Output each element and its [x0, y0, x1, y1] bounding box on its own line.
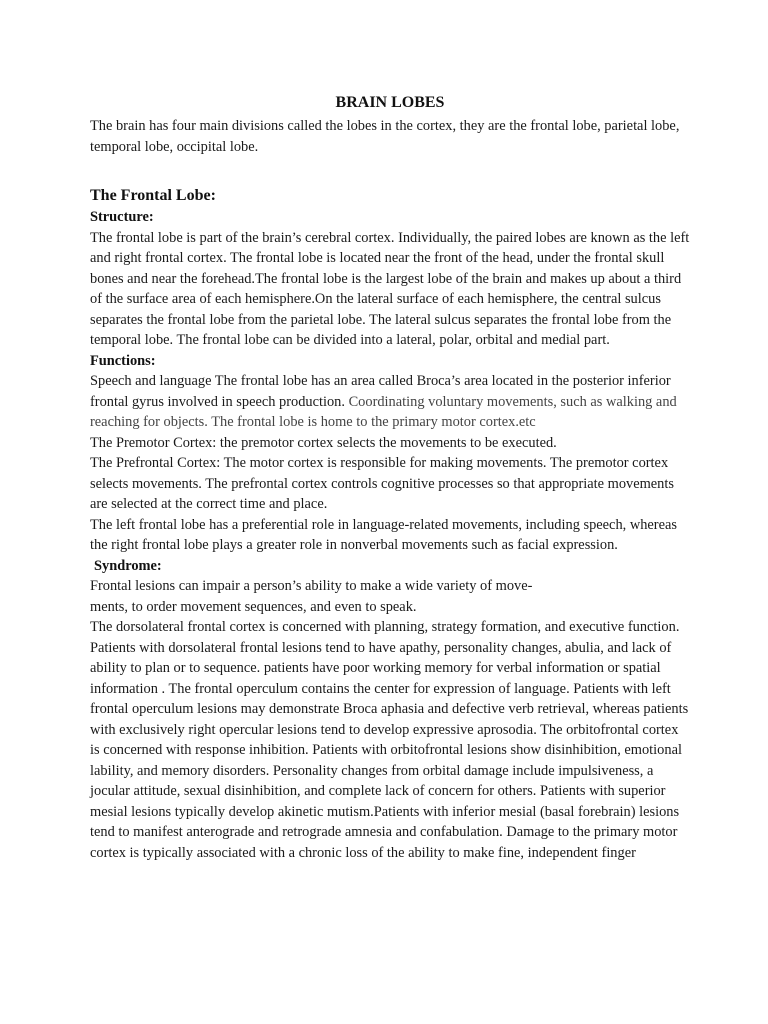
intro-paragraph: The brain has four main divisions called the lobes in the cortex, they are the frontal lobe, parietal lobe, temporal lobe, occipital lobe. [90, 118, 680, 155]
speech-text: Speech and language The frontal lobe has an area called Broca’s area located in the posterior inferior frontal gyrus involved in speech production. [90, 373, 671, 410]
functions-heading: Functions: [90, 352, 156, 369]
lateralization-paragraph: The left frontal lobe has a preferential role in language-related movements, including speech, whereas the right frontal lobe plays a greater role in nonverbal movements such as facial expression. [90, 516, 677, 553]
structure-paragraph: The frontal lobe is part of the brain’s cerebral cortex. Individually, the paired lobes are known as the left and right frontal cortex. The frontal lobe is located near the front of the head, under the frontal skull bones and near the forehead.The frontal lobe is the largest lobe of the brain and makes up about a third of the surface area of each hemisphere.On the lateral surface of each hemisphere, the central sulcus separates the frontal lobe from the parietal lobe. The lateral sulcus separates the frontal lobe from the temporal lobe. The frontal lobe can be divided into a lateral, polar, orbital and medial part. [90, 229, 690, 348]
premotor-paragraph: The Premotor Cortex: the premotor cortex selects the movements to be executed. [90, 434, 557, 451]
document-page [90, 92, 690, 863]
syndrome-line-2: ments, to order movement sequences, and even to speak. [90, 598, 417, 615]
syndrome-intro [90, 576, 690, 617]
structure-heading: Structure: [90, 209, 154, 225]
syndrome-body-paragraph: The dorsolateral frontal cortex is concerned with planning, strategy formation, and executive function. Patients with dorsolateral frontal lesions tend to have apathy, personality changes, abulia, and lack of ability to plan or to sequence. patients have poor working memory for verbal information or spatial information . The frontal operculum contains the center for expression of language. Patients with left frontal operculum lesions may demonstrate Broca aphasia and defective verb retrieval, whereas patients with exclusively right opercular lesions tend to develop expressive aprosodia. The orbitofrontal cortex is concerned with response inhibition. Patients with orbitofrontal lesions show disinhibition, emotional lability, and memory disorders. Personality changes from orbital damage include impulsiveness, a jocular attitude, sexual disinhibition, and complete lack of concern for others. Patients with superior mesial lesions typically develop akinetic mutism.Patients with inferior mesial (basal forebrain) lesions tend to manifest anterograde and retrograde amnesia and confabulation. Damage to the primary motor cortex is typically associated with a chronic loss of the ability to make fine, independent finger [90, 619, 689, 861]
syndrome-heading: Syndrome: [94, 557, 162, 574]
speech-text-muted: Coordinating voluntary movements, such as walking and reaching for objects. The frontal lobe is home to the primary motor cortex.etc [90, 393, 677, 430]
document-title: BRAIN LOBES [335, 94, 445, 111]
syndrome-line-1: Frontal lesions can impair a person’s ability to make a wide variety of move- [90, 578, 533, 594]
prefrontal-paragraph: The Prefrontal Cortex: The motor cortex is responsible for making movements. The premotor cortex selects movements. The prefrontal cortex controls cognitive processes so that appropriate movements are selected at the correct time and place. [90, 455, 674, 512]
functions-speech-paragraph [90, 371, 690, 433]
section-heading-frontal-lobe: The Frontal Lobe: [90, 187, 216, 204]
